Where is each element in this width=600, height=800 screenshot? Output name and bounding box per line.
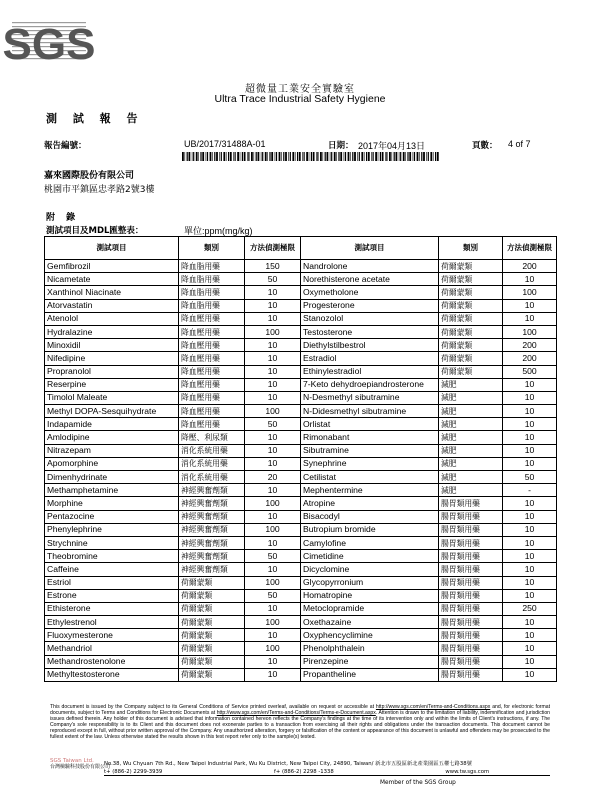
item-category: 消化系統用藥 [179, 444, 245, 457]
item-name: Atenolol [45, 312, 179, 325]
report-number: UB/2017/31488A-01 [184, 139, 266, 149]
item-name: Oxyphencyclimine [301, 629, 439, 642]
item-name: N-Desmethyl sibutramine [301, 391, 439, 404]
item-mdl: 200 [503, 339, 557, 352]
item-category: 荷爾蒙類 [439, 325, 503, 338]
unit-label: 單位:ppm(mg/kg) [184, 226, 253, 236]
table-row [45, 312, 557, 325]
item-mdl: 10 [503, 418, 557, 431]
item-name: Phenolphthalein [301, 642, 439, 655]
page-label: 頁數： [472, 141, 498, 151]
table-row [45, 299, 557, 312]
item-mdl: 10 [245, 563, 301, 576]
item-mdl: 10 [503, 299, 557, 312]
item-category: 減肥 [439, 418, 503, 431]
table-row [45, 431, 557, 444]
item-mdl: 10 [503, 668, 557, 681]
item-category: 神經興奮劑類 [179, 510, 245, 523]
item-category: 腸胃類用藥 [439, 616, 503, 629]
item-category: 荷爾蒙類 [179, 642, 245, 655]
item-name: Estradiol [301, 352, 439, 365]
col-header-category: 類別 [439, 237, 503, 260]
table-row [45, 352, 557, 365]
item-category: 荷爾蒙類 [439, 286, 503, 299]
item-mdl: 10 [503, 616, 557, 629]
table-row [45, 563, 557, 576]
item-name: Nandrolone [301, 260, 439, 273]
item-category: 減肥 [439, 471, 503, 484]
item-mdl: 10 [245, 602, 301, 615]
item-mdl: 10 [245, 431, 301, 444]
item-category: 荷爾蒙類 [439, 352, 503, 365]
item-name: Amlodipine [45, 431, 179, 444]
item-category: 腸胃類用藥 [439, 668, 503, 681]
footer-company-en: SGS Taiwan Ltd. [50, 758, 94, 764]
item-mdl: 10 [245, 286, 301, 299]
item-mdl: 10 [503, 550, 557, 563]
report-meta-row [44, 139, 574, 153]
item-mdl: 100 [245, 642, 301, 655]
item-name: Cimetidine [301, 550, 439, 563]
item-category: 神經興奮劑類 [179, 563, 245, 576]
item-name: Hydralazine [45, 325, 179, 338]
item-name: Ethylestrenol [45, 616, 179, 629]
item-category: 降血壓用藥 [179, 339, 245, 352]
item-category: 腸胃類用藥 [439, 576, 503, 589]
item-category: 腸胃類用藥 [439, 550, 503, 563]
item-mdl: 10 [503, 589, 557, 602]
item-name: Orlistat [301, 418, 439, 431]
table-row [45, 365, 557, 378]
item-name: Estrone [45, 589, 179, 602]
lab-title-en: Ultra Trace Industrial Safety Hygiene [214, 93, 386, 105]
item-name: Estriol [45, 576, 179, 589]
item-name: Atorvastatin [45, 299, 179, 312]
col-header-mdl: 方法偵測極限 [503, 237, 557, 260]
table-row [45, 484, 557, 497]
mdl-table [44, 236, 557, 682]
item-mdl: 10 [503, 444, 557, 457]
item-category: 減肥 [439, 444, 503, 457]
item-name: Rimonabant [301, 431, 439, 444]
client-address: 桃園市平鎮區忠孝路2號3樓 [44, 185, 155, 195]
table-header-row [45, 237, 557, 260]
footer-tel: t+ (886-2) 2299-3939 [104, 769, 163, 775]
item-mdl: 200 [503, 352, 557, 365]
client-company: 嘉來國際股份有限公司 [44, 171, 135, 181]
item-mdl: 10 [503, 629, 557, 642]
item-name: Methyl DOPA-Sesquihydrate [45, 405, 179, 418]
item-category: 減肥 [439, 484, 503, 497]
item-category: 消化系統用藥 [179, 457, 245, 470]
footer-divider [104, 775, 550, 776]
item-name: Minoxidil [45, 339, 179, 352]
item-name: Butropium bromide [301, 523, 439, 536]
item-name: Theobromine [45, 550, 179, 563]
item-name: Synephrine [301, 457, 439, 470]
item-category: 降血壓用藥 [179, 405, 245, 418]
item-name: Phenylephrine [45, 523, 179, 536]
item-name: Methyltestosterone [45, 668, 179, 681]
table-row [45, 286, 557, 299]
item-mdl: 10 [245, 668, 301, 681]
footer-web[interactable]: www.tw.sgs.com [445, 769, 490, 775]
item-category: 腸胃類用藥 [439, 642, 503, 655]
disclaimer-text-1: This document is issued by the Company subject to its General Conditions of Service printed overleaf, available on request or accessible at [50, 704, 374, 710]
item-mdl: 10 [245, 352, 301, 365]
item-name: Methandriol [45, 642, 179, 655]
item-name: Morphine [45, 497, 179, 510]
sgs-logo [2, 18, 96, 69]
item-name: Propranolol [45, 365, 179, 378]
item-mdl: 100 [245, 497, 301, 510]
item-name: Xanthinol Niacinate [45, 286, 179, 299]
item-name: Metoclopramide [301, 602, 439, 615]
col-header-mdl: 方法偵測極限 [245, 237, 301, 260]
item-name: Bisacodyl [301, 510, 439, 523]
table-row [45, 405, 557, 418]
footer-company-zh: 台灣檢驗科技股份有限公司 [50, 764, 111, 770]
item-category: 神經興奮劑類 [179, 497, 245, 510]
item-name: Indapamide [45, 418, 179, 431]
item-mdl: 100 [503, 325, 557, 338]
item-category: 降血壓用藥 [179, 378, 245, 391]
item-name: Gemfibrozil [45, 260, 179, 273]
item-category: 降血脂用藥 [179, 260, 245, 273]
table-row [45, 642, 557, 655]
table-row [45, 339, 557, 352]
disclaimer [50, 704, 550, 741]
item-mdl: 250 [503, 602, 557, 615]
item-category: 降壓、利尿類 [179, 431, 245, 444]
item-mdl: 150 [245, 260, 301, 273]
table-row [45, 471, 557, 484]
item-name: Testosterone [301, 325, 439, 338]
item-mdl: 10 [245, 299, 301, 312]
table-row [45, 589, 557, 602]
item-category: 荷爾蒙類 [439, 273, 503, 286]
item-category: 腸胃類用藥 [439, 602, 503, 615]
item-category: 神經興奮劑類 [179, 536, 245, 549]
table-row [45, 602, 557, 615]
report-date: 2017年04月13日 [358, 141, 426, 151]
item-name: Timolol Maleate [45, 391, 179, 404]
item-mdl: 100 [245, 405, 301, 418]
item-category: 荷爾蒙類 [179, 616, 245, 629]
item-name: Progesterone [301, 299, 439, 312]
table-row [45, 457, 557, 470]
item-category: 荷爾蒙類 [179, 629, 245, 642]
item-mdl: 50 [245, 589, 301, 602]
item-name: Camylofine [301, 536, 439, 549]
footer-address: No.38, Wu Chyuan 7th Rd., New Taipei Industrial Park, Wu Ku District, New Taipei City, 24890, Taiwan/ 新北市五股區新北產業園區五權七路38號 [104, 761, 472, 767]
disclaimer-text-2: and, for electronic format documents, subject to Terms and Conditions for Electronic Documents at [50, 704, 550, 717]
table-row [45, 497, 557, 510]
date-label: 日期： [328, 141, 354, 151]
report-no-label: 報告編號： [44, 141, 87, 151]
footer-fax: f+ (886-2) 2298 -1338 [273, 769, 334, 775]
item-name: Nifedipine [45, 352, 179, 365]
item-category: 荷爾蒙類 [179, 602, 245, 615]
mdl-list-label: 測試項目及MDL匯整表： [46, 226, 144, 236]
item-mdl: 50 [503, 471, 557, 484]
item-category: 降血脂用藥 [179, 273, 245, 286]
barcode [182, 152, 438, 161]
page-number: 4 of 7 [508, 139, 531, 149]
item-name: Oxethazaine [301, 616, 439, 629]
table-row [45, 325, 557, 338]
table-row [45, 629, 557, 642]
item-category: 腸胃類用藥 [439, 629, 503, 642]
e-document-terms-link[interactable]: http://www.sgs.com/en/Terms-and-Conditions/Terms-e-Document.aspx [216, 710, 376, 717]
item-name: Atropine [301, 497, 439, 510]
item-mdl: - [503, 484, 557, 497]
item-name: Propantheline [301, 668, 439, 681]
item-category: 荷爾蒙類 [179, 655, 245, 668]
item-category: 消化系統用藥 [179, 471, 245, 484]
item-mdl: 10 [245, 339, 301, 352]
table-row [45, 668, 557, 681]
svg-text:SGS: SGS [2, 20, 96, 69]
terms-link[interactable]: http://www.sgs.com/en/Terms-and-Conditions.aspx [375, 704, 491, 710]
item-mdl: 10 [503, 312, 557, 325]
member-of-sgs: Member of the SGS Group [380, 780, 456, 786]
item-category: 荷爾蒙類 [179, 668, 245, 681]
item-name: Sibutramine [301, 444, 439, 457]
item-mdl: 10 [503, 378, 557, 391]
col-header-item: 測試項目 [301, 237, 439, 260]
footer-company [50, 758, 110, 770]
item-category: 腸胃類用藥 [439, 589, 503, 602]
item-name: N-Didesmethyl sibutramine [301, 405, 439, 418]
appendix-label: 附 錄 [46, 213, 80, 223]
item-category: 降血脂用藥 [179, 286, 245, 299]
item-name: Nicametate [45, 273, 179, 286]
item-mdl: 10 [503, 497, 557, 510]
item-mdl: 10 [503, 457, 557, 470]
table-row [45, 444, 557, 457]
table-row [45, 576, 557, 589]
disclaimer-text-3: . Attention is drawn to the limitation of liability, indemnification and jurisdiction issues defined therein. Any holder of this document is advised that information contained hereon reflects the Company's findings at the time of its intervention only and within the limits of Client's instructions, if any. The Company's sole responsibility is to its Client and this document does not exonerate parties to a transaction from exercising all their rights and obligations under the transaction documents. This document cannot be reproduced except in full, without prior written approval of the Company. Any unauthorized alteration, forgery or falsification of the content or appearance of this document is unlawful and offenders may be prosecuted to the fullest extent of the law. Unless otherwise stated the results shown in this test report refer only to the sample(s) tested. [50, 710, 550, 741]
item-mdl: 10 [245, 365, 301, 378]
item-name: Ethisterone [45, 602, 179, 615]
item-mdl: 100 [245, 523, 301, 536]
item-category: 降血壓用藥 [179, 418, 245, 431]
item-category: 降血壓用藥 [179, 352, 245, 365]
item-mdl: 10 [245, 378, 301, 391]
table-row [45, 536, 557, 549]
sgs-logo-graphic [2, 18, 96, 69]
item-category: 神經興奮劑類 [179, 550, 245, 563]
item-mdl: 50 [245, 273, 301, 286]
item-name: 7-Keto dehydroepiandrosterone [301, 378, 439, 391]
item-mdl: 10 [245, 655, 301, 668]
item-category: 荷爾蒙類 [439, 260, 503, 273]
item-name: Strychnine [45, 536, 179, 549]
item-category: 荷爾蒙類 [179, 589, 245, 602]
table-row [45, 391, 557, 404]
item-category: 減肥 [439, 457, 503, 470]
item-category: 降血壓用藥 [179, 312, 245, 325]
report-title: 測 試 報 告 [46, 112, 144, 125]
item-name: Nitrazepam [45, 444, 179, 457]
item-mdl: 10 [245, 444, 301, 457]
item-mdl: 500 [503, 365, 557, 378]
item-category: 降血脂用藥 [179, 299, 245, 312]
item-mdl: 10 [245, 391, 301, 404]
item-name: Dimenhydrinate [45, 471, 179, 484]
item-category: 腸胃類用藥 [439, 536, 503, 549]
item-name: Ethinylestradiol [301, 365, 439, 378]
item-category: 減肥 [439, 378, 503, 391]
item-mdl: 200 [503, 260, 557, 273]
item-name: Fluoxymesterone [45, 629, 179, 642]
item-name: Caffeine [45, 563, 179, 576]
item-mdl: 10 [503, 273, 557, 286]
item-name: Stanozolol [301, 312, 439, 325]
item-category: 腸胃類用藥 [439, 655, 503, 668]
item-mdl: 100 [245, 616, 301, 629]
item-mdl: 10 [245, 457, 301, 470]
item-name: Glycopyrronium [301, 576, 439, 589]
col-header-item: 測試項目 [45, 237, 179, 260]
item-category: 荷爾蒙類 [439, 339, 503, 352]
item-mdl: 100 [245, 325, 301, 338]
item-category: 減肥 [439, 431, 503, 444]
item-mdl: 10 [503, 563, 557, 576]
item-mdl: 10 [245, 510, 301, 523]
table-row [45, 655, 557, 668]
item-category: 腸胃類用藥 [439, 510, 503, 523]
item-mdl: 10 [503, 576, 557, 589]
table-row [45, 550, 557, 563]
item-category: 腸胃類用藥 [439, 523, 503, 536]
item-mdl: 10 [503, 523, 557, 536]
item-mdl: 10 [503, 510, 557, 523]
item-category: 神經興奮劑類 [179, 523, 245, 536]
item-mdl: 10 [245, 536, 301, 549]
item-mdl: 20 [245, 471, 301, 484]
item-name: Homatropine [301, 589, 439, 602]
table-row [45, 616, 557, 629]
item-name: Apomorphine [45, 457, 179, 470]
item-category: 荷爾蒙類 [439, 299, 503, 312]
table-row [45, 523, 557, 536]
table-row [45, 260, 557, 273]
item-category: 降血壓用藥 [179, 391, 245, 404]
item-name: Diethylstilbestrol [301, 339, 439, 352]
item-name: Pentazocine [45, 510, 179, 523]
item-mdl: 50 [245, 550, 301, 563]
item-category: 降血壓用藥 [179, 365, 245, 378]
item-name: Methamphetamine [45, 484, 179, 497]
item-name: Mephentermine [301, 484, 439, 497]
item-name: Dicyclomine [301, 563, 439, 576]
table-row [45, 273, 557, 286]
item-mdl: 10 [245, 629, 301, 642]
item-mdl: 10 [503, 655, 557, 668]
table-row [45, 510, 557, 523]
item-mdl: 50 [245, 418, 301, 431]
lab-title-zh: 超微量工業安全實驗室 [245, 84, 355, 95]
item-category: 荷爾蒙類 [179, 576, 245, 589]
item-name: Pirenzepine [301, 655, 439, 668]
item-category: 荷爾蒙類 [439, 312, 503, 325]
item-mdl: 100 [245, 576, 301, 589]
item-mdl: 100 [503, 286, 557, 299]
item-mdl: 10 [503, 431, 557, 444]
item-name: Norethisterone acetate [301, 273, 439, 286]
item-name: Methandrostenolone [45, 655, 179, 668]
item-category: 減肥 [439, 391, 503, 404]
item-mdl: 10 [503, 536, 557, 549]
item-name: Reserpine [45, 378, 179, 391]
item-mdl: 10 [503, 391, 557, 404]
item-name: Cetilistat [301, 471, 439, 484]
item-mdl: 10 [245, 312, 301, 325]
item-category: 神經興奮劑類 [179, 484, 245, 497]
item-mdl: 10 [503, 405, 557, 418]
item-category: 腸胃類用藥 [439, 563, 503, 576]
item-category: 荷爾蒙類 [439, 365, 503, 378]
item-mdl: 10 [245, 484, 301, 497]
item-name: Oxymetholone [301, 286, 439, 299]
item-category: 減肥 [439, 405, 503, 418]
item-category: 腸胃類用藥 [439, 497, 503, 510]
table-row [45, 418, 557, 431]
table-row [45, 378, 557, 391]
item-mdl: 10 [503, 642, 557, 655]
col-header-category: 類別 [179, 237, 245, 260]
item-category: 降血壓用藥 [179, 325, 245, 338]
